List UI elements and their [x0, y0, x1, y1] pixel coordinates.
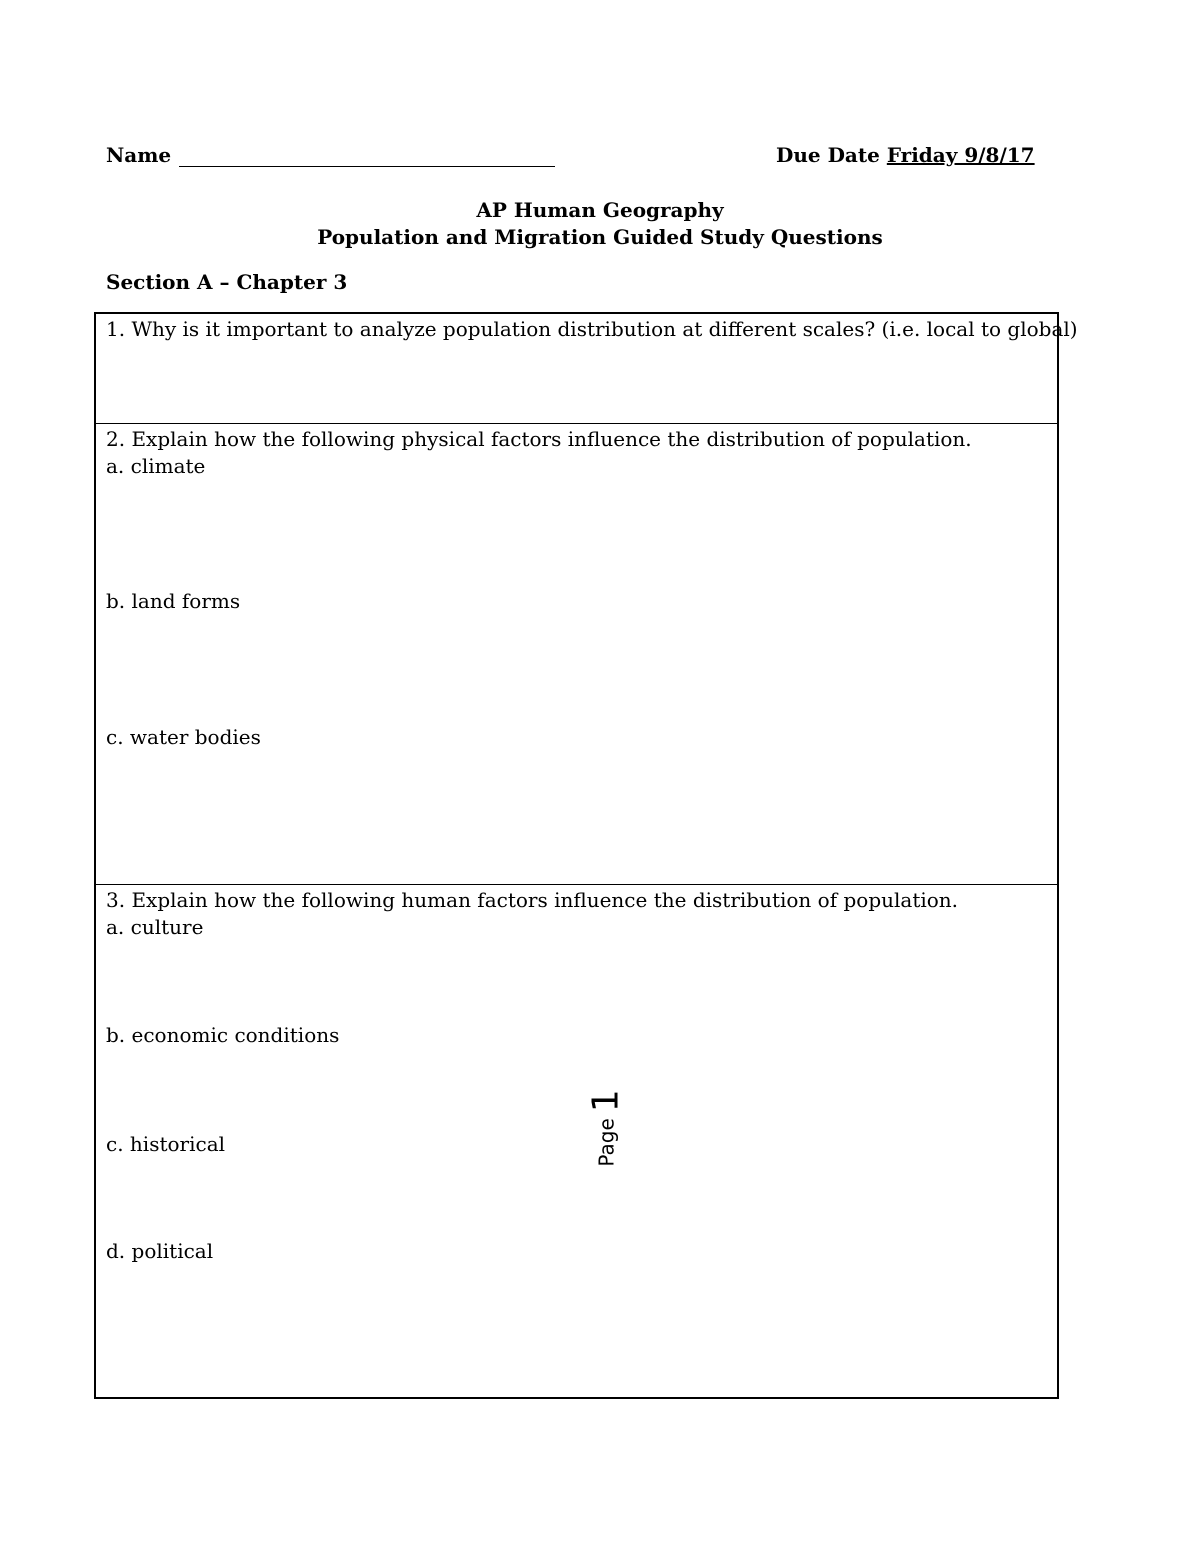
section-heading: Section A – Chapter 3: [106, 270, 348, 294]
question-3-cell: [96, 885, 1057, 1397]
document-title: Population and Migration Guided Study Questions: [317, 225, 883, 249]
question-3-sub-c: c. historical: [106, 1132, 226, 1156]
due-date-label: Due Date: [776, 143, 880, 167]
question-3-sub-d: d. political: [106, 1239, 214, 1263]
question-3-sub-b: b. economic conditions: [106, 1023, 340, 1047]
due-date-value: Friday 9/8/17: [886, 143, 1035, 167]
questions-table: [94, 312, 1078, 1399]
question-3-sub-a: a. culture: [106, 915, 204, 939]
course-title: AP Human Geography: [476, 198, 724, 222]
question-2-sub-a: a. climate: [106, 454, 206, 478]
due-date: [776, 143, 1035, 167]
page-number-marker: [586, 1089, 627, 1166]
question-2-cell: [96, 424, 1057, 885]
question-2-sub-b: b. land forms: [106, 589, 241, 613]
question-1-cell: [96, 314, 1078, 424]
page-word: Page: [594, 1118, 619, 1167]
name-field-label: [106, 143, 555, 167]
question-2-sub-c: c. water bodies: [106, 725, 261, 749]
name-blank-line: [179, 144, 555, 167]
question-3-text: 3. Explain how the following human factors influence the distribution of population.: [106, 888, 959, 912]
page-number: 1: [585, 1089, 627, 1113]
name-label: Name: [106, 143, 172, 167]
question-2-text: 2. Explain how the following physical factors influence the distribution of population.: [106, 427, 972, 451]
question-1-text: 1. Why is it important to analyze population distribution at different scales? (i.e. local to global): [106, 317, 1078, 341]
